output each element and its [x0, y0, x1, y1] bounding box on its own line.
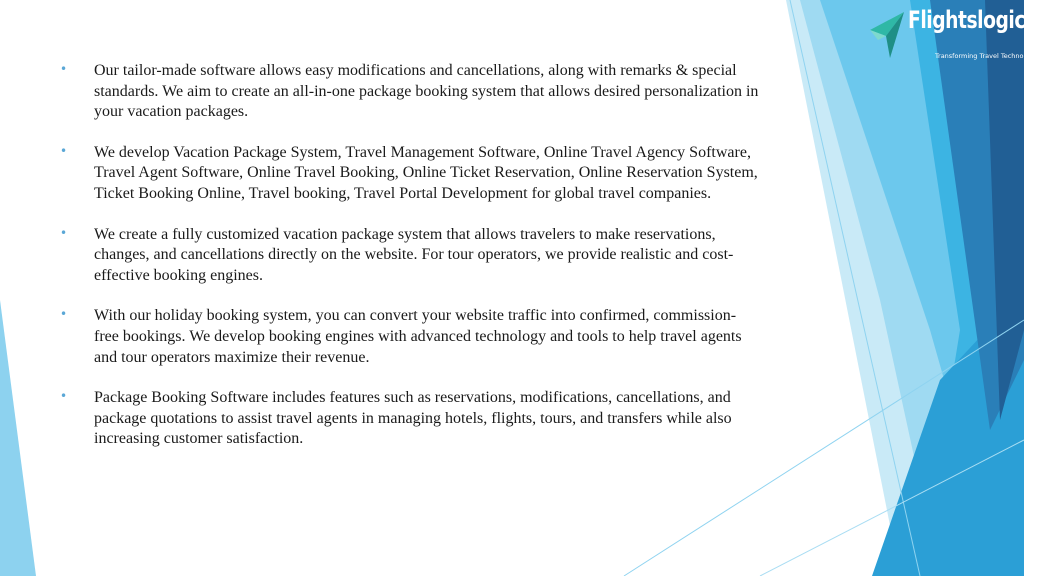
bullet-list [60, 61, 760, 470]
bullet-icon: • [60, 225, 68, 240]
bullet-item [60, 61, 760, 123]
bullet-item [60, 306, 760, 368]
bullet-icon: • [60, 307, 68, 322]
left-accent-shape [0, 300, 36, 576]
bullet-text: We develop Vacation Package System, Travel Management Software, Online Travel Agency Software, Travel Agent Software, Online Travel Booking, Online Ticket Reservation, Online Reservation System, Ticket Booking Online, Travel booking, Travel Portal Development for global travel companies. [94, 143, 758, 202]
bullet-icon: • [60, 389, 68, 404]
brand-name: Flightslogic [908, 6, 1026, 34]
bullet-text: With our holiday booking system, you can convert your website traffic into confirmed, commission-free bookings. We develop booking engines with advanced technology and tools to help travel agents and tour operators maximize their revenue. [94, 307, 742, 366]
bullet-text: Our tailor-made software allows easy modifications and cancellations, along with remarks & special standards. We aim to create an all-in-one package booking system that allows desired personalization in your vacation packages. [94, 62, 759, 121]
bullet-icon: • [60, 143, 68, 158]
brand-tagline: Transforming Travel Technology [935, 52, 1037, 60]
bullet-item [60, 225, 760, 287]
brand-logo [868, 4, 1037, 66]
bullet-icon: • [60, 62, 68, 76]
bullet-item [60, 388, 760, 450]
bullet-item [60, 143, 760, 205]
paper-plane-icon [868, 6, 908, 62]
bullet-text: We create a fully customized vacation package system that allows travelers to make reservations, changes, and cancellations directly on the website. For tour operators, we provide realistic and cost-effective booking engines. [94, 225, 734, 284]
bullet-text: Package Booking Software includes features such as reservations, modifications, cancellations, and package quotations to assist travel agents in managing hotels, flights, tours, and transfers while also increasing customer satisfaction. [94, 389, 732, 448]
